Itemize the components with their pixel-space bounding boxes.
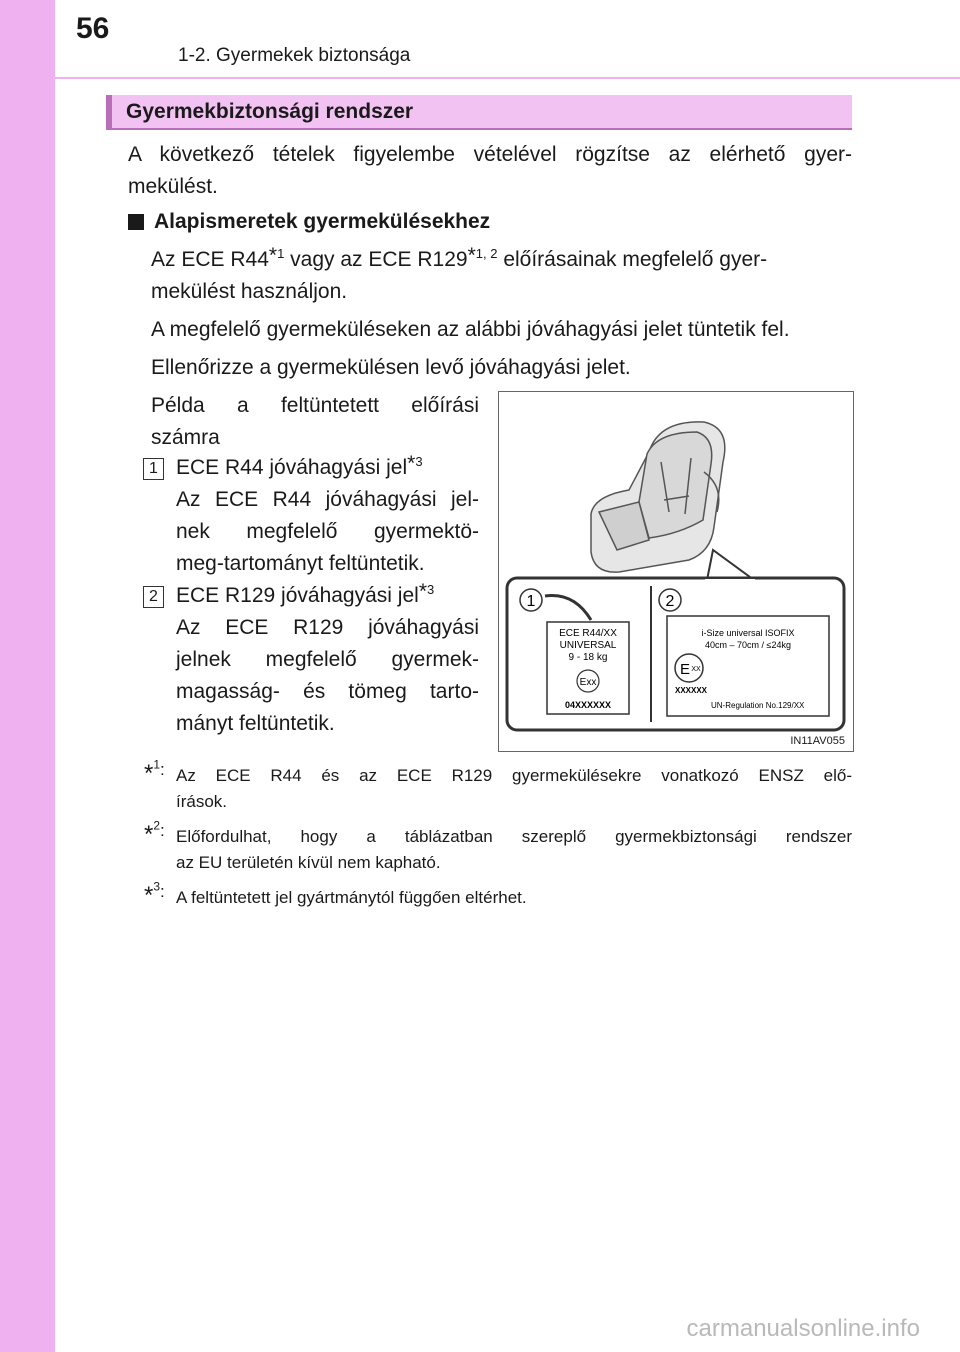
item-2-title bbox=[176, 580, 434, 612]
footnote-number: 2 bbox=[153, 818, 161, 833]
item-2-title-text: ECE R129 jóváhagyási jel bbox=[176, 584, 419, 607]
p1-text-b: vagy az ECE R129 bbox=[290, 248, 468, 271]
header-rule bbox=[55, 77, 960, 79]
footnote-star: * bbox=[407, 452, 416, 475]
figure-id: IN11AV055 bbox=[790, 735, 845, 747]
item-2-line-1: Az ECE R129 jóváhagyási bbox=[176, 616, 479, 639]
item-2-line-4: mányt feltüntetik. bbox=[176, 712, 335, 735]
footnote-ref: 3 bbox=[415, 454, 423, 469]
section-title: Gyermekbiztonsági rendszer bbox=[126, 100, 414, 123]
footnote-3-mark: *$^3$: bbox=[144, 879, 165, 909]
footnote-ref: 1 bbox=[277, 246, 285, 261]
svg-text:1: 1 bbox=[526, 593, 536, 610]
item-number-1: 1 bbox=[143, 458, 164, 480]
approval-label-figure bbox=[498, 391, 854, 752]
child-seat-icon bbox=[591, 422, 725, 572]
paragraph-1-line-1 bbox=[151, 244, 767, 276]
footnote-star: * bbox=[144, 821, 154, 848]
item-1-line-2: nek megfelelő gyermektö- bbox=[176, 520, 479, 543]
side-color-band bbox=[0, 0, 55, 1352]
footnote-2-mark: *$^2$: bbox=[144, 818, 165, 848]
item-1-title bbox=[176, 452, 423, 484]
footnote-1-line-1: Az ECE R44 és az ECE R129 gyermekülésekre vonatkozó ENSZ elő- bbox=[176, 766, 852, 785]
svg-text:40cm – 70cm / ≤24kg: 40cm – 70cm / ≤24kg bbox=[705, 640, 791, 650]
footnote-star: * bbox=[418, 580, 427, 603]
intro-line-1: A következő tételek figyelembe vételével rögzítse az elérhető gyer- bbox=[128, 143, 852, 166]
footnote-number: 1 bbox=[153, 757, 161, 772]
item-1-title-text: ECE R44 jóváhagyási jel bbox=[176, 456, 408, 479]
footnote-2-line-1: Előfordulhat, hogy a táblázatban szereplő gyermekbiztonsági rendszer bbox=[176, 827, 852, 846]
section-heading-bar bbox=[106, 95, 852, 130]
p1-text-a: Az ECE R44 bbox=[151, 248, 269, 271]
svg-text:UN-Regulation No.129/XX: UN-Regulation No.129/XX bbox=[711, 701, 805, 710]
ece-r44-label bbox=[547, 622, 629, 714]
watermark: carmanualsonline.info bbox=[686, 1315, 920, 1342]
footnote-star: * bbox=[144, 882, 154, 909]
svg-text:XX: XX bbox=[691, 666, 701, 673]
footnote-star: * bbox=[268, 244, 278, 267]
paragraph-2: A megfelelő gyermeküléseken az alábbi jóváhagyási jelet tüntetik fel. bbox=[151, 318, 790, 341]
subsection-title: Alapismeretek gyermekülésekhez bbox=[154, 210, 491, 233]
intro-line-2: mekülést. bbox=[128, 175, 218, 198]
item-1-line-1: Az ECE R44 jóváhagyási jel- bbox=[176, 488, 479, 511]
svg-text:9 - 18 kg: 9 - 18 kg bbox=[568, 652, 608, 663]
ece-r129-label bbox=[667, 616, 829, 716]
paragraph-3: Ellenőrizze a gyermekülésen levő jóváhagyási jelet. bbox=[151, 356, 631, 379]
bullet-square-icon bbox=[128, 214, 144, 230]
callout-pointer bbox=[707, 550, 754, 580]
example-line-1: Példa a feltüntetett előírási bbox=[151, 394, 479, 417]
svg-text:XXXXXX: XXXXXX bbox=[675, 686, 708, 695]
svg-text:i-Size universal ISOFIX: i-Size universal ISOFIX bbox=[701, 628, 795, 638]
footnote-1-line-2: írások. bbox=[176, 792, 228, 811]
example-line-2: számra bbox=[151, 426, 220, 449]
footnote-star: * bbox=[144, 760, 154, 787]
footnote-2-line-2: az EU területén kívül nem kapható. bbox=[176, 853, 441, 872]
item-2-line-3: magasság- és tömeg tarto- bbox=[176, 680, 479, 703]
footnote-1-mark: *$^1$: bbox=[144, 757, 165, 787]
footnote-ref: 3 bbox=[427, 582, 435, 597]
running-head: 1-2. Gyermekek biztonsága bbox=[178, 45, 411, 66]
svg-text:04XXXXXX: 04XXXXXX bbox=[564, 700, 612, 710]
svg-text:2: 2 bbox=[665, 593, 675, 610]
footnote-3-line-1: A feltüntetett jel gyártmánytól függően eltérhet. bbox=[176, 888, 527, 907]
item-1-line-3: meg-tartományt feltüntetik. bbox=[176, 552, 425, 575]
svg-text:Exx: Exx bbox=[579, 677, 597, 688]
footnote-ref: 1, 2 bbox=[475, 246, 498, 261]
p1-text-c: előírásainak megfelelő gyer- bbox=[503, 248, 768, 271]
item-2-line-2: jelnek megfelelő gyermek- bbox=[176, 648, 479, 671]
svg-text:E: E bbox=[679, 661, 691, 678]
footnote-number: 3 bbox=[153, 879, 161, 894]
footnote-star: * bbox=[467, 244, 476, 267]
svg-text:UNIVERSAL: UNIVERSAL bbox=[559, 640, 617, 651]
item-number-2: 2 bbox=[143, 586, 164, 608]
svg-text:ECE R44/XX: ECE R44/XX bbox=[559, 628, 617, 639]
paragraph-1-line-2: mekülést használjon. bbox=[151, 280, 348, 303]
figure-illustration bbox=[499, 392, 853, 751]
page-number: 56 bbox=[76, 12, 110, 45]
